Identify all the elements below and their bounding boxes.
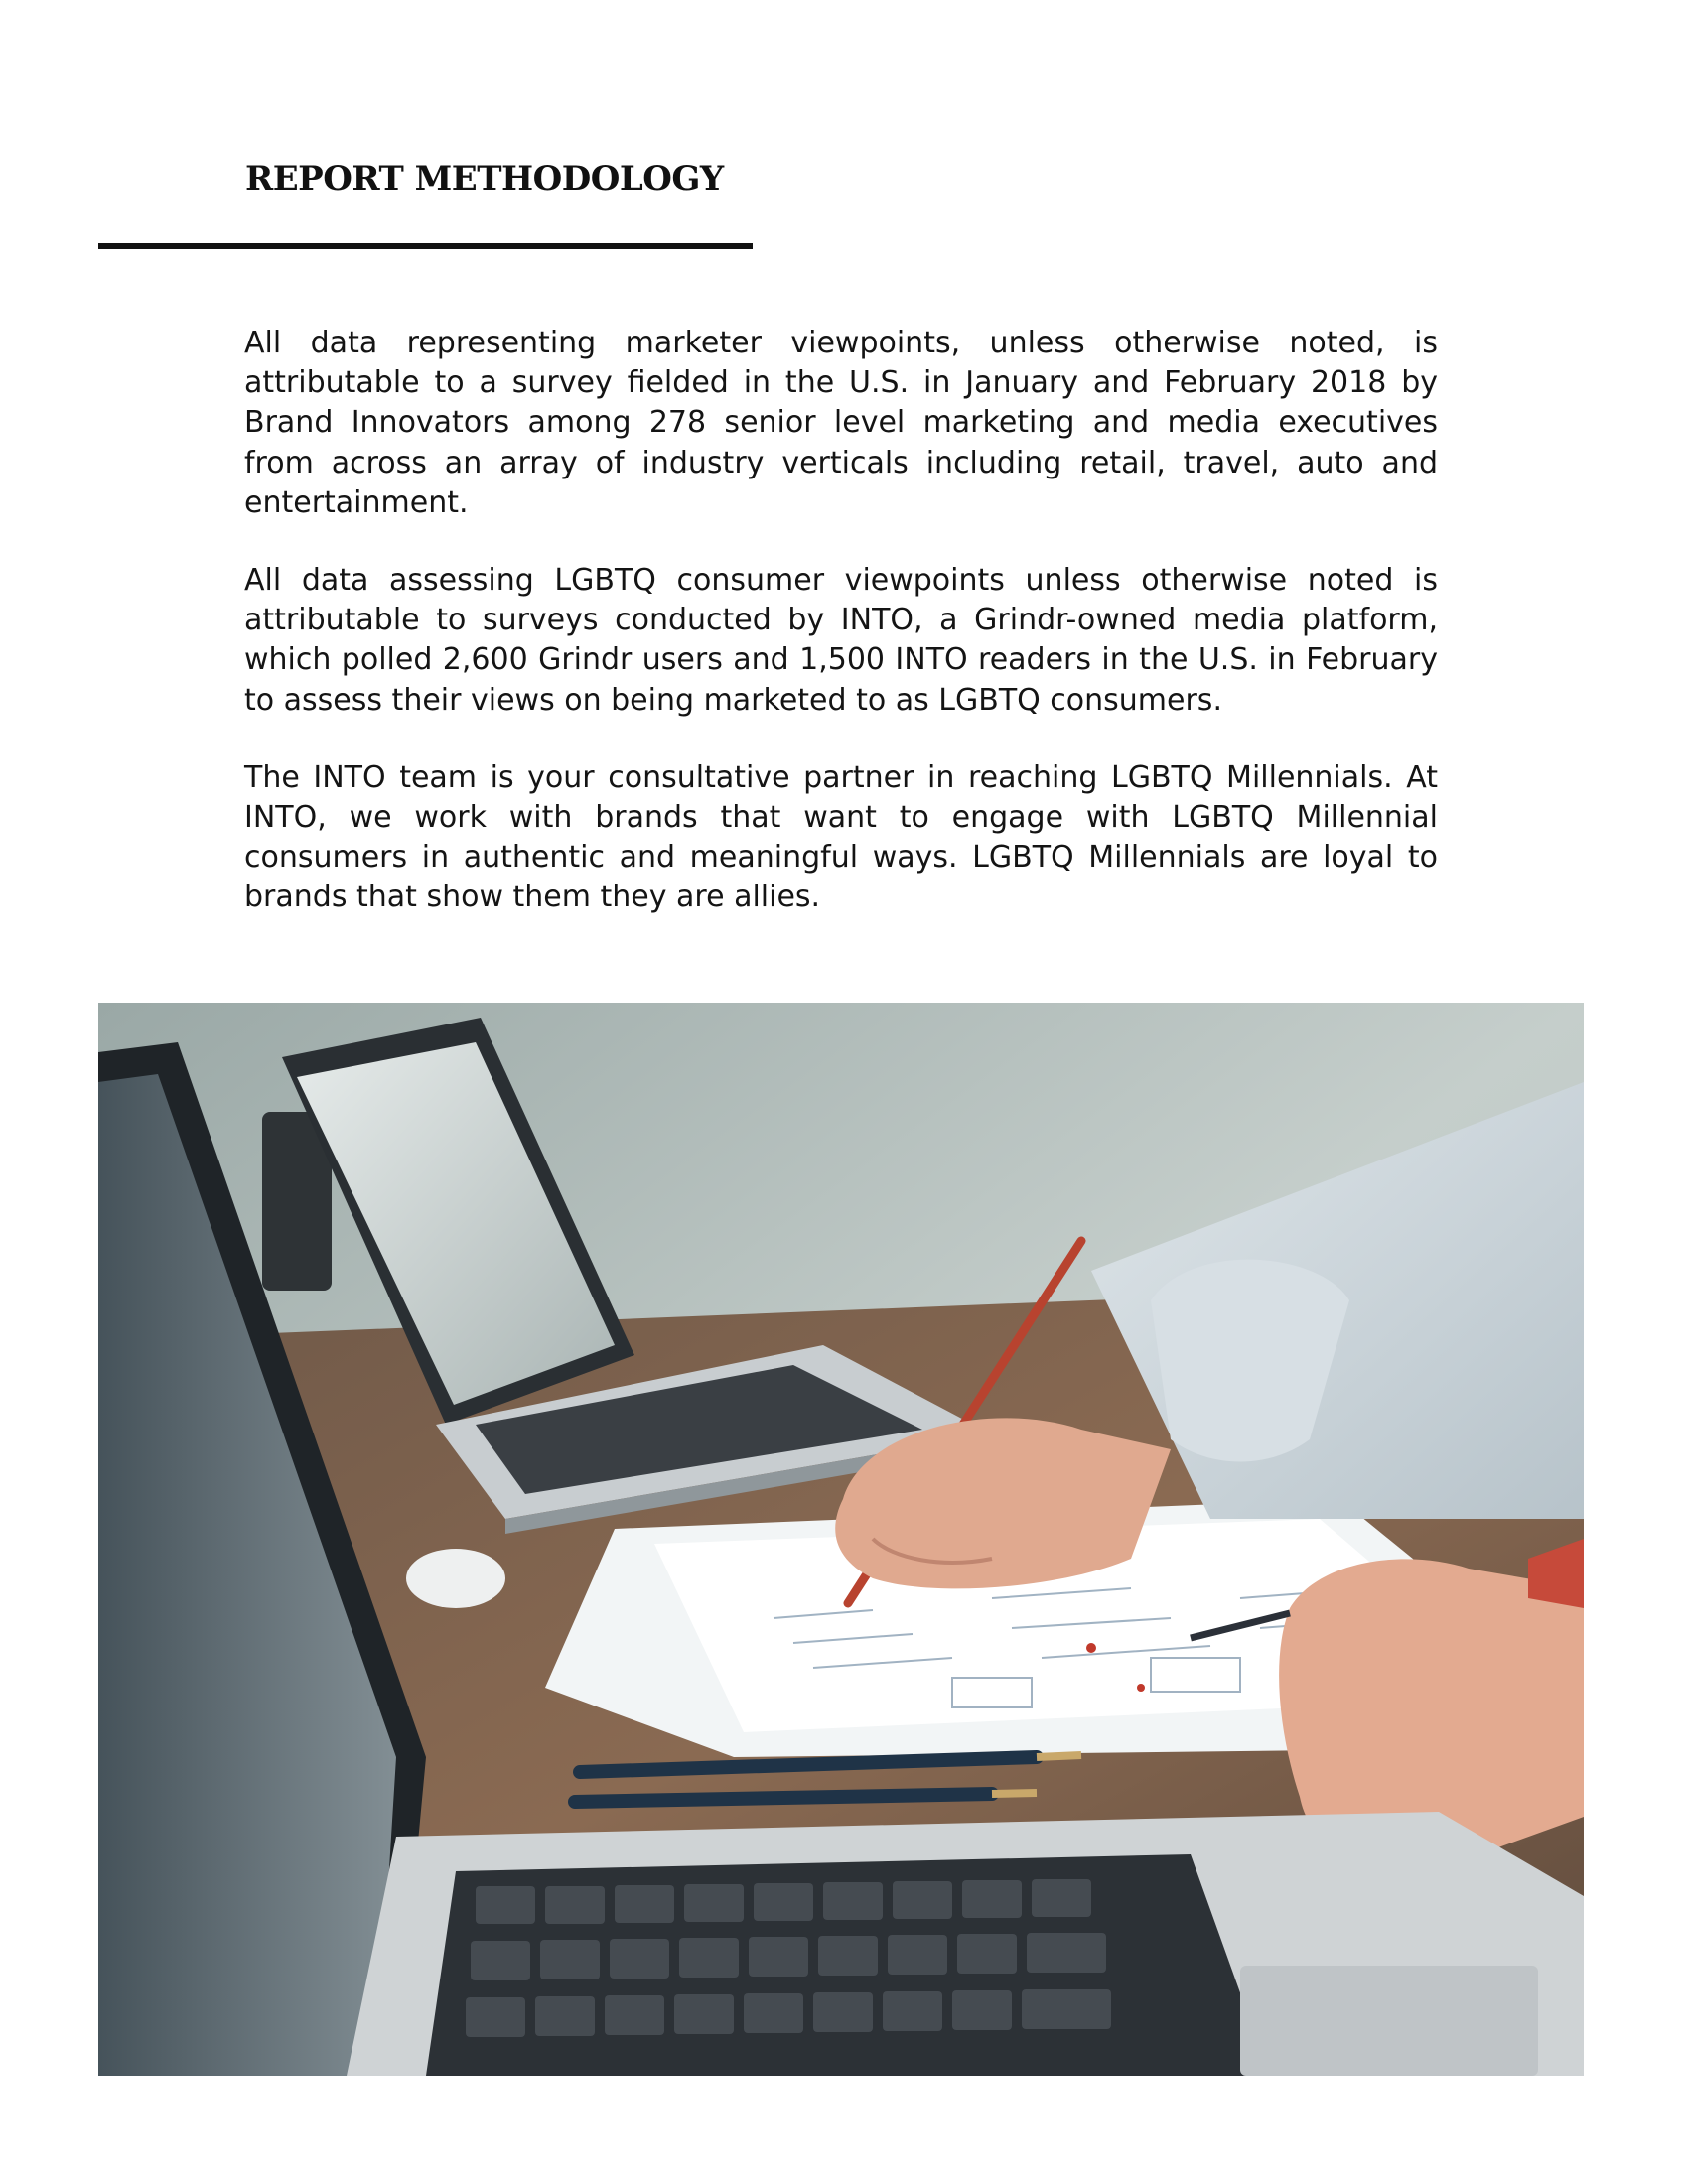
- photo-illustration: [98, 1003, 1584, 2076]
- methodology-body: [244, 324, 1438, 956]
- paragraph-consumer-survey: All data assessing LGBTQ consumer viewpoints unless otherwise noted is attributable to surveys conducted by INTO, a Grindr-owned media platform, which polled 2,600 Grindr users and 1,500 INTO readers in the U.S. in February to assess their views on being marketed to as LGBTQ consumers.: [244, 563, 1438, 718]
- page-title: REPORT METHODOLOGY: [245, 159, 724, 199]
- paragraph-into-team: The INTO team is your consultative partner in reaching LGBTQ Millennials. At INTO, we work with brands that want to engage with LGBTQ Millennial consumers in authentic and meaningful ways. LGBTQ Millennials are loyal to brands that show them they are allies.: [244, 759, 1438, 915]
- title-underline: [98, 243, 753, 249]
- paragraph-marketer-survey: All data representing marketer viewpoints, unless otherwise noted, is attributable to a survey fielded in the U.S. in January and February 2018 by Brand Innovators among 278 senior level marketing and media executives from across an array of industry verticals including retail, travel, auto and entertainment.: [244, 326, 1438, 520]
- office-desk-photo: [98, 1003, 1584, 2076]
